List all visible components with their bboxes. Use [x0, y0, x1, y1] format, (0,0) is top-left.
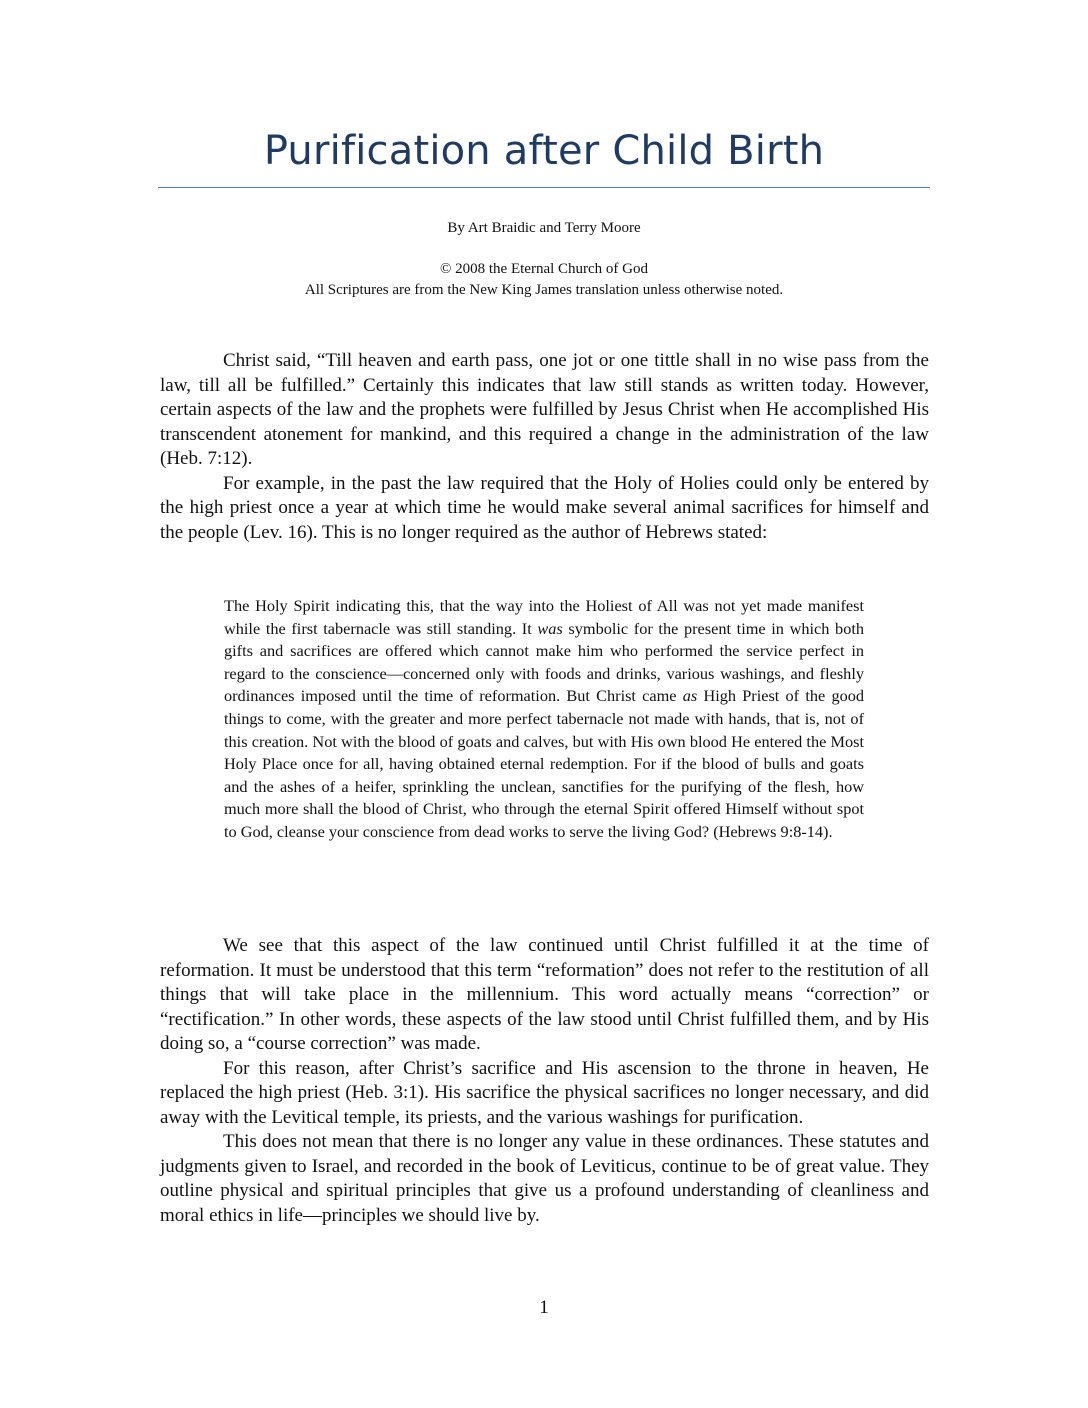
- byline: By Art Braidic and Terry Moore: [447, 220, 641, 236]
- scripture-translation-note: All Scriptures are from the New King James translation unless otherwise noted.: [304, 282, 784, 298]
- quote-text: High Priest of the good things to come, with the greater and more perfect tabernacle not made with hands, that is, not of this creation. Not with the blood of goats and calves, but with His own blood He entered the Most Holy Place once for all, having obtained eternal redemption. For if the blood of bulls and goats and the ashes of a heifer, sprinkling the unclean, sanctifies for the purifying of the flesh, how much more shall the blood of Christ, who through the eternal Spirit offered Himself without spot to God, cleanse your conscience from dead works to serve the living God? (Hebrews 9:8-14).: [224, 686, 865, 841]
- quote-italic-word: as: [682, 686, 698, 706]
- document-title: Purification after Child Birth: [263, 128, 825, 174]
- body-section-intro: [160, 349, 929, 545]
- copyright-notice: © 2008 the Eternal Church of God: [439, 261, 648, 277]
- paragraph: For this reason, after Christ’s sacrifice and His ascension to the throne in heaven, He replaced the high priest (Heb. 3:1). His sacrifice the physical sacrifices no longer necessary, and did away with the Levitical temple, its priests, and the various washings for purification.: [160, 1057, 929, 1128]
- quote-text: The Holy Spirit indicating this, that the way into the Holiest of All was not yet made manifest while the first tabernacle was still standing. It: [224, 596, 864, 638]
- paragraph: We see that this aspect of the law continued until Christ fulfilled it at the time of reformation. It must be understood that this term “reformation” does not refer to the restitution of all things that will take place in the millennium. This word actually means “correction” or “rectification.” In other words, these aspects of the law stood until Christ fulfilled them, and by His doing so, a “course correction” was made.: [160, 935, 929, 1054]
- paragraph: Christ said, “Till heaven and earth pass, one jot or one tittle shall in no wise pass from the law, till all be fulfilled.” Certainly this indicates that law still stands as written today. However, certain aspects of the law and the prophets were fulfilled by Jesus Christ when He accomplished His transcendent atonement for mankind, and this required a change in the administration of the law (Heb. 7:12).: [160, 350, 929, 469]
- block-quote-hebrews: [224, 595, 864, 844]
- paragraph: This does not mean that there is no longer any value in these ordinances. These statutes and judgments given to Israel, and recorded in the book of Leviticus, continue to be of great value. They outline physical and spiritual principles that give us a profound understanding of cleanliness and moral ethics in life—principles we should live by.: [160, 1131, 929, 1226]
- body-section-continued: [160, 934, 929, 1228]
- page-number: 1: [539, 1297, 549, 1318]
- paragraph: For example, in the past the law required that the Holy of Holies could only be entered by the high priest once a year at which time he would make several animal sacrifices for himself and the people (Lev. 16). This is no longer required as the author of Hebrews stated:: [160, 472, 929, 543]
- title-underline: [158, 187, 930, 188]
- quote-italic-word: was: [537, 618, 563, 638]
- quote-text: symbolic for the present time in which both gifts and sacrifices are offered which cannot make him who performed the service perfect in regard to the conscience—concerned only with foods and drinks, various washings, and fleshly ordinances imposed until the time of reformation. But Christ came: [224, 618, 864, 706]
